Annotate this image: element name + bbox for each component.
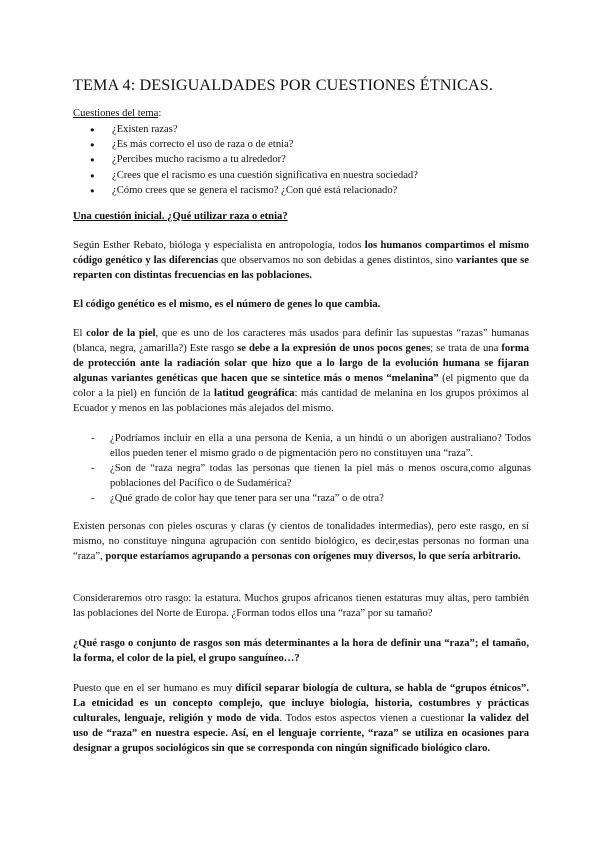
questions-heading-text: Cuestiones del tema [73, 108, 159, 119]
text-run: ; se trata de una [430, 342, 502, 354]
section-heading: Una cuestión inicial. ¿Qué utilizar raza o etnia? [73, 211, 288, 222]
questions-heading [73, 107, 529, 122]
bold-run: se debe a la expresión de unos pocos genes [237, 342, 431, 354]
text-run: : más cantidad de melanina en los grupos próximos al Ecuador y menos en las poblaciones más alejados del mismo. [73, 387, 530, 414]
paragraph-skin-tones [73, 520, 529, 565]
paragraph-genetics [73, 239, 529, 284]
paragraph-stature: Consideraremos otro rasgo: la estatura. Muchos grupos africanos tienen estaturas muy altas, pero también las poblaciones del Norte de Europa. ¿Forman todos ellos una “raza” por su tamaño? [73, 593, 529, 619]
question-item: ● ¿Cómo crees que se genera el racismo? ¿Con qué está relacionado? [73, 183, 533, 198]
bold-run: difícil separar biología de cultura, se habla de “grupos étnicos”. La etnicidad es un concepto complejo, que incluye biología, historia, costumbres y prácticas culturales, lenguaje, religión y modo de vida [73, 683, 529, 724]
text-run: . Todos estos aspectos vienen a cuestionar [279, 712, 468, 724]
bold-run: latitud geográfica [214, 387, 295, 399]
questions-heading-colon: : [158, 108, 162, 119]
text-run: Según Esther Rebato, bióloga y especialista en antropología, todos [73, 240, 365, 251]
text-run: El [73, 328, 87, 339]
page-title: TEMA 4: DESIGUALDADES POR CUESTIONES ÉTNICAS. [73, 76, 493, 94]
bold-run: color de la piel [86, 328, 156, 339]
bold-run: la validez del uso de “raza” en nuestra especie. Así, en el lenguaje corriente, “raza” se utiliza en ocasiones para designar a grupos sociológicos sin que se corresponda con ningún significado biológico claro. [73, 712, 529, 754]
questions-list [73, 122, 533, 198]
text-run: (el pigmento que da color a la piel) en función de la [73, 372, 530, 399]
text-run: que observamos no son debidas a genes distintos, sino [218, 254, 457, 266]
bold-run: forma de protección ante la radiación solar que hizo que a lo largo de la evolución humana se fijaran algunas variantes genéticas que hacen que se sintetice más o menos “melanina” [73, 342, 530, 384]
text-run: Existen personas con pieles oscuras y claras (y cientos de tonalidades intermedias), pero este rasgo, en sí mismo, no constituye ninguna agrupación con sentido biológico, es decir,estas personas no forman una “raza”, [73, 521, 529, 562]
paragraph-question: ¿Qué rasgo o conjunto de rasgos son más determinantes a la hora de definir una “raza”; el tamaño, la forma, el color de la piel, el grupo sanguíneo…? [73, 638, 529, 664]
bold-run: porque estaríamos agrupando a personas con orígenes muy diversos, lo que sería arbitrario. [105, 550, 521, 562]
question-item: ● ¿Existen razas? [73, 122, 533, 137]
question-item: ● ¿Percibes mucho racismo a tu alrededor? [73, 152, 533, 167]
dash-item: - ¿Qué grado de color hay que tener para ser una “raza” o de otra? [91, 492, 531, 507]
question-item: ● ¿Crees que el racismo es una cuestión significativa en nuestra sociedad? [73, 168, 533, 183]
bold-run: los humanos compartimos el mismo código genético y las diferencias [73, 240, 529, 266]
bold-run: variantes que se reparten con distintas frecuencias en las poblaciones. [73, 254, 529, 281]
paragraph-skin-color [73, 327, 529, 416]
dash-list [91, 432, 531, 507]
paragraph-ethnic-groups [73, 682, 529, 757]
dash-item: - ¿Son de “raza negra” todas las personas que tienen la piel más o menos oscura,como algunas poblaciones del Pacífico o de Sudamérica? [91, 462, 531, 492]
text-run: Puesto que en el ser humano es muy [73, 683, 236, 694]
dash-item: - ¿Podríamos incluir en ella a una persona de Kenia, a un hindú o un aborigen australiano? Todos ellos pueden tener el mismo grado o de pigmentación pero no constituyen una “raza”. [91, 432, 531, 462]
genetic-code-statement: El código genético es el mismo, es el número de genes lo que cambia. [73, 299, 381, 310]
text-run: , que es uno de los caracteres más usados para definir las supuestas “razas” humanas (blanca, negra, ¿amarilla?) Este rasgo [73, 328, 529, 354]
question-item: ● ¿Es más correcto el uso de raza o de etnia? [73, 137, 533, 152]
